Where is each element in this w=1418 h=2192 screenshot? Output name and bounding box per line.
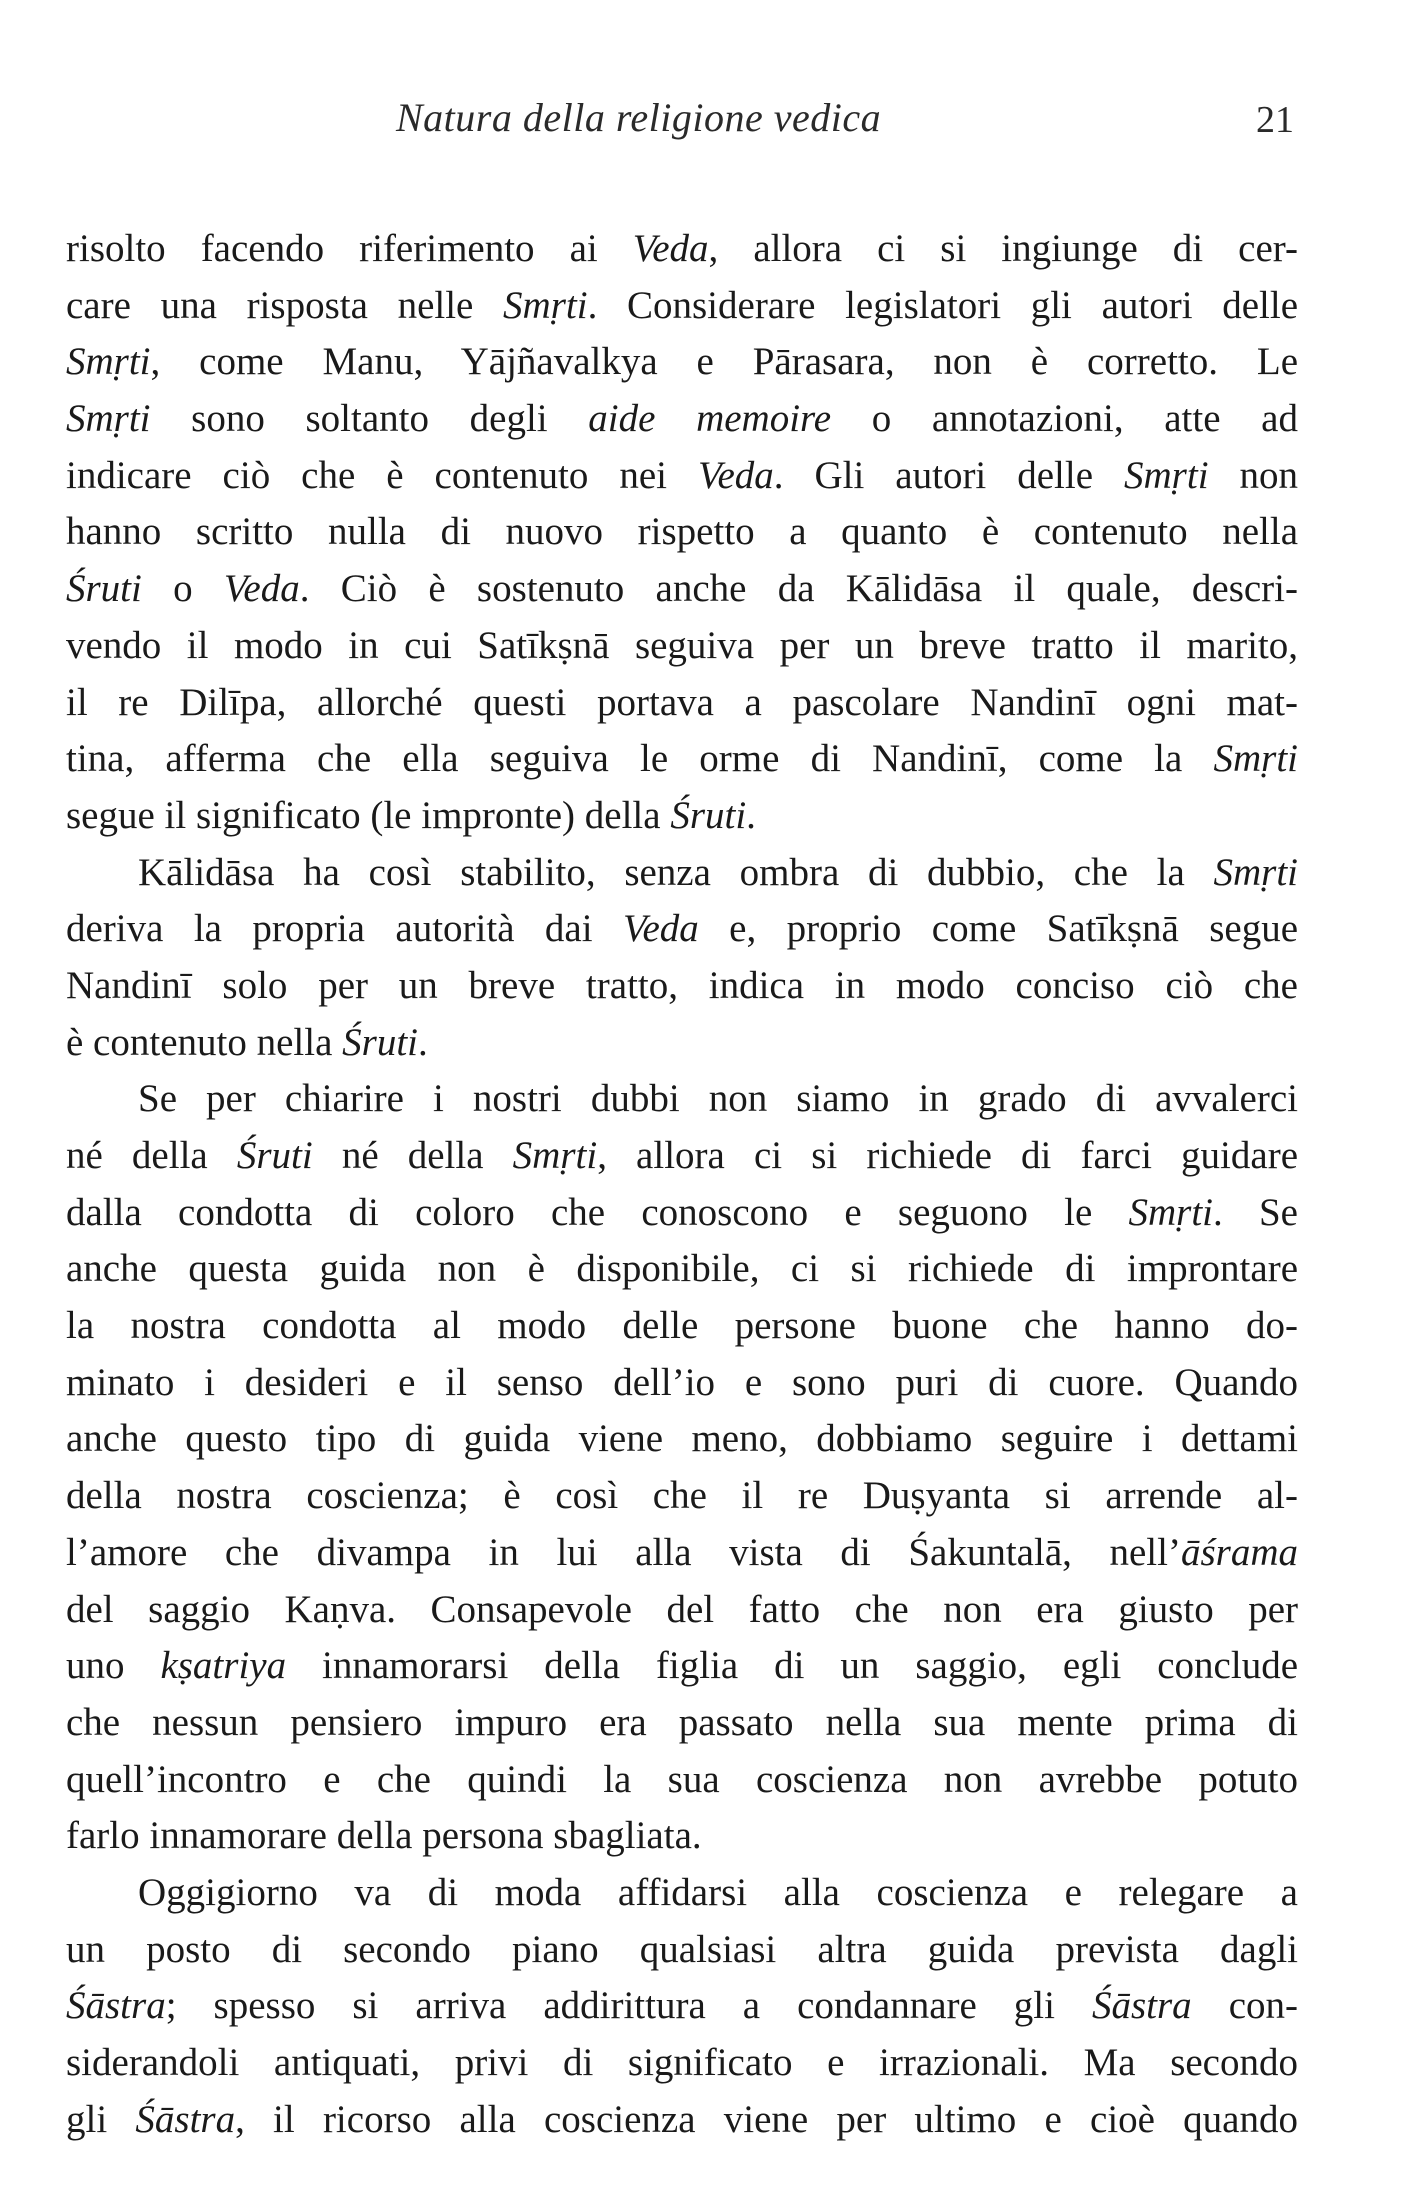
text-line <box>66 334 1298 391</box>
text-run: sono soltanto degli <box>150 397 589 441</box>
paragraph <box>66 845 1298 1072</box>
text-line <box>66 1922 1298 1979</box>
italic-term: Śāstra <box>1091 1984 1192 2028</box>
text-line <box>66 1525 1298 1582</box>
text-run: del saggio Kaṇva. Consapevole del fatto che non era giusto per <box>66 1587 1298 1631</box>
text-line <box>66 1808 1298 1865</box>
text-line <box>66 958 1298 1015</box>
text-line <box>66 391 1298 448</box>
italic-term: Smṛti <box>1128 1190 1214 1234</box>
text-run: . Ciò è sostenuto anche da Kālidāsa il quale, descri- <box>299 567 1298 611</box>
text-run: vendo il modo in cui Satīkṣnā seguiva per un breve tratto il marito, <box>66 623 1298 667</box>
italic-term: Smṛti <box>66 397 151 441</box>
text-run: dalla condotta di coloro che conoscono e seguono le <box>66 1190 1129 1234</box>
text-line <box>66 1355 1298 1412</box>
text-line <box>66 1582 1298 1639</box>
text-line <box>66 1411 1298 1468</box>
text-line <box>66 901 1298 958</box>
italic-term: aide memoire <box>588 397 832 441</box>
text-run: . <box>418 1020 428 1064</box>
italic-term: Smṛti <box>1213 737 1298 781</box>
text-run: innamorarsi della figlia di un saggio, egli conclude <box>286 1644 1299 1688</box>
body-text <box>66 221 1298 2148</box>
italic-term: Veda <box>622 907 699 951</box>
text-run: care una risposta nelle <box>66 283 504 327</box>
text-run: né della <box>66 1134 237 1177</box>
text-run: né della <box>312 1134 513 1177</box>
text-run: è contenuto nella <box>66 1020 343 1064</box>
text-line <box>66 221 1298 278</box>
text-run: deriva la propria autorità dai <box>66 907 623 951</box>
text-line <box>66 1752 1298 1809</box>
text-run: farlo innamorare della persona sbagliata. <box>66 1814 702 1858</box>
italic-term: Śruti <box>66 567 142 611</box>
italic-term: Śruti <box>670 793 747 837</box>
text-run: Se per chiarire i nostri dubbi non siamo in grado di avvalerci <box>138 1077 1298 1121</box>
text-line <box>66 1978 1298 2035</box>
text-run: , come Manu, Yājñavalkya e Pārasara, non è corretto. Le <box>150 340 1298 384</box>
page-number: 21 <box>1256 99 1294 141</box>
text-run: e, proprio come Satīkṣnā segue <box>698 907 1299 951</box>
text-run: . Se <box>1213 1190 1298 1234</box>
text-run: minato i desideri e il senso dell’io e sono puri di cuore. Quando <box>66 1360 1298 1404</box>
italic-term: kṣatriya <box>160 1644 287 1688</box>
text-run: anche questo tipo di guida viene meno, dobbiamo seguire i dettami <box>66 1417 1298 1461</box>
running-title: Natura della religione vedica <box>396 95 882 140</box>
text-run: il re Dilīpa, allorché questi portava a pascolare Nandinī ogni mat- <box>66 680 1298 724</box>
paragraph <box>66 221 1298 845</box>
text-line <box>66 618 1298 675</box>
text-run: , allora ci si richiede di farci guidare <box>597 1134 1299 1177</box>
text-line <box>66 1638 1298 1695</box>
text-line <box>66 675 1298 732</box>
text-run: con- <box>1191 1984 1298 2028</box>
italic-term: Smṛti <box>512 1134 598 1177</box>
text-line <box>66 1071 1298 1128</box>
italic-term: āśrama <box>1180 1530 1298 1574</box>
text-run: quell’incontro e che quindi la sua coscienza non avrebbe potuto <box>66 1757 1298 1801</box>
text-run: Kālidāsa ha così stabilito, senza ombra di dubbio, che la <box>138 850 1214 894</box>
italic-term: Veda <box>223 567 300 611</box>
text-run: o <box>141 567 224 611</box>
text-run: . <box>746 793 756 837</box>
italic-term: Śāstra <box>66 1984 166 2028</box>
text-line <box>66 1128 1298 1185</box>
text-run: . Gli autori delle <box>773 453 1125 497</box>
text-line <box>66 504 1298 561</box>
text-run: che nessun pensiero impuro era passato nella sua mente prima di <box>66 1700 1298 1744</box>
italic-term: Smṛti <box>1213 850 1298 894</box>
text-run: non <box>1208 453 1299 497</box>
italic-term: Śāstra <box>135 2097 236 2141</box>
text-line <box>66 2035 1298 2092</box>
text-line <box>66 788 1298 845</box>
text-line <box>66 1695 1298 1752</box>
text-run: della nostra coscienza; è così che il re Duṣyanta si arrende al- <box>66 1474 1298 1518</box>
text-line <box>66 278 1298 335</box>
text-run: Oggigiorno va di moda affidarsi alla coscienza e relegare a <box>138 1870 1298 1914</box>
text-run: . Considerare legislatori gli autori delle <box>587 283 1299 327</box>
text-run: anche questa guida non è disponibile, ci si richiede di improntare <box>66 1247 1298 1291</box>
text-line <box>66 845 1298 902</box>
text-line <box>66 1015 1298 1072</box>
text-run: uno <box>66 1644 161 1688</box>
paragraph <box>66 1071 1298 1865</box>
text-run: gli <box>66 2097 136 2141</box>
text-line <box>66 561 1298 618</box>
italic-term: Smṛti <box>1124 453 1209 497</box>
text-run: hanno scritto nulla di nuovo rispetto a quanto è contenuto nella <box>66 510 1298 554</box>
text-run: segue il significato (le impronte) della <box>66 793 671 837</box>
text-run: , allora ci si ingiunge di cer- <box>708 227 1298 270</box>
running-head <box>0 94 1418 144</box>
italic-term: Smṛti <box>503 283 588 327</box>
italic-term: Śruti <box>342 1020 419 1064</box>
paragraph <box>66 1865 1298 2148</box>
text-run: la nostra condotta al modo delle persone buone che hanno do- <box>66 1304 1298 1348</box>
text-line <box>66 1241 1298 1298</box>
text-run: Nandinī solo per un breve tratto, indica in modo conciso ciò che <box>66 963 1298 1007</box>
text-line <box>66 448 1298 505</box>
text-line <box>66 1298 1298 1355</box>
text-run: indicare ciò che è contenuto nei <box>66 453 698 497</box>
text-line <box>66 1468 1298 1525</box>
italic-term: Veda <box>697 453 774 497</box>
text-run: o annotazioni, atte ad <box>831 397 1298 441</box>
italic-term: Veda <box>632 227 709 270</box>
text-run: tina, afferma che ella seguiva le orme di Nandinī, come la <box>66 737 1214 781</box>
text-run: , il ricorso alla coscienza viene per ultimo e cioè quando <box>235 2097 1298 2141</box>
text-line <box>66 1865 1298 1922</box>
text-line <box>66 2092 1298 2149</box>
text-run: l’amore che divampa in lui alla vista di Śakuntalā, nell’ <box>66 1530 1181 1574</box>
text-run: un posto di secondo piano qualsiasi altra guida prevista dagli <box>66 1927 1298 1971</box>
italic-term: Śruti <box>236 1134 313 1177</box>
text-line <box>66 731 1298 788</box>
italic-term: Smṛti <box>66 340 151 384</box>
text-run: siderandoli antiquati, privi di significato e irrazionali. Ma secondo <box>66 2041 1298 2084</box>
text-line <box>66 1185 1298 1242</box>
text-run: risolto facendo riferimento ai <box>66 227 633 270</box>
text-run: ; spesso si arriva addirittura a condannare gli <box>165 1984 1092 2028</box>
